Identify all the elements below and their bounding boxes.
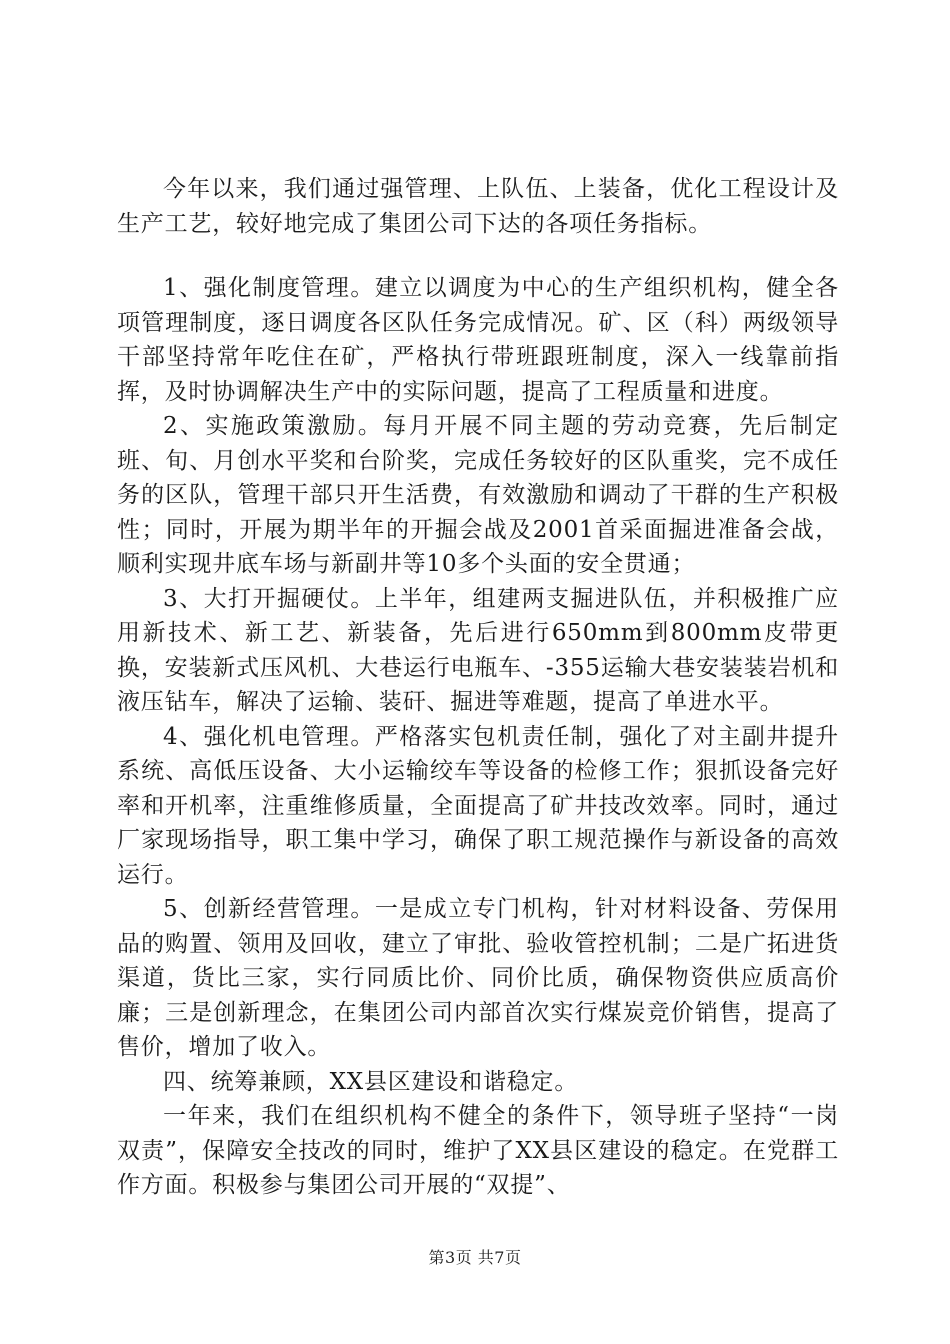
page-number-footer: 第3页 共7页 [428, 1248, 522, 1267]
paragraph-stability: 一年来，我们在组织机构不健全的条件下，领导班子坚持“一岗双责”，保障安全技改的同时，维护了XX县区建设的稳定。在党群工作方面。积极参与集团公司开展的“双提”、 [117, 1103, 839, 1198]
paragraph-electromechanical: 4、强化机电管理。严格落实包机责任制，强化了对主副井提升系统、高低压设备、大小运输绞车等设备的检修工作；狠抓设备完好率和开机率，注重维修质量，全面提高了矿井技改效率。同时，通过厂家现场指导，职工集中学习，确保了职工规范操作与新设备的高效运行。 [117, 723, 839, 888]
section-heading-four: 四、统筹兼顾，XX县区建设和谐稳定。 [163, 1068, 579, 1095]
paragraph-system-management: 1、强化制度管理。建立以调度为中心的生产组织机构，健全各项管理制度，逐日调度各区队任务完成情况。矿、区（科）两级领导干部坚持常年吃住在矿，严格执行带班跟班制度，深入一线靠前指挥，及时协调解决生产中的实际问题，提高了工程质量和进度。 [117, 275, 839, 405]
paragraph-excavation: 3、大打开掘硬仗。上半年，组建两支掘进队伍，并积极推广应用新技术、新工艺、新装备，先后进行650mm到800mm皮带更换，安装新式压风机、大巷运行电瓶车、-355运输大巷安装装岩机和液压钻车，解决了运输、装矸、掘进等难题，提高了单进水平。 [117, 585, 839, 715]
paragraph-business-management: 5、创新经营管理。一是成立专门机构，针对材料设备、劳保用品的购置、领用及回收，建立了审批、验收管控机制；二是广拓进货渠道，货比三家，实行同质比价、同价比质，确保物资供应质高价廉；三是创新理念，在集团公司内部首次实行煤炭竞价销售，提高了售价，增加了收入。 [117, 896, 839, 1060]
paragraph-policy-incentive: 2、实施政策激励。每月开展不同主题的劳动竞赛，先后制定班、旬、月创水平奖和台阶奖，完成任务较好的区队重奖，完不成任务的区队，管理干部只开生活费，有效激励和调动了干群的生产积极性；同时，开展为期半年的开掘会战及2001首采面掘进准备会战，顺利实现井底车场与新副井等10多个头面的安全贯通； [117, 413, 839, 577]
document-body [117, 172, 839, 1203]
intro-paragraph: 今年以来，我们通过强管理、上队伍、上装备，优化工程设计及生产工艺，较好地完成了集团公司下达的各项任务指标。 [117, 176, 839, 237]
